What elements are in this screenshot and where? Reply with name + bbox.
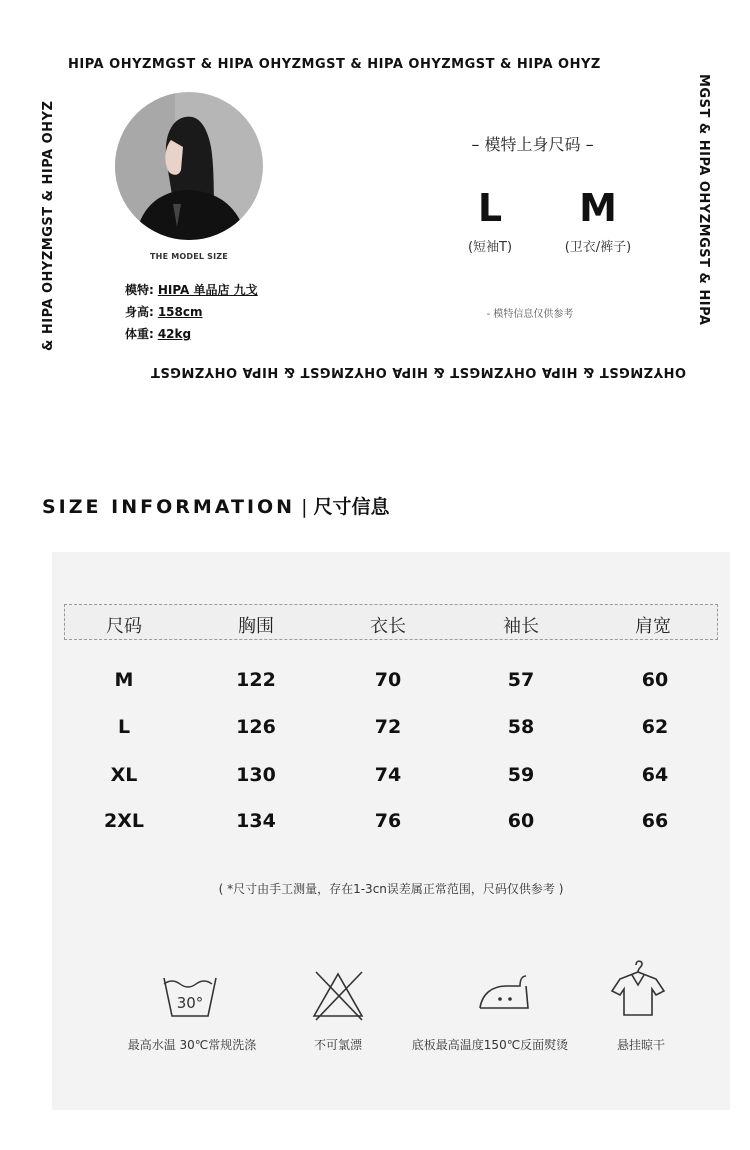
ring-text-bottom: OHYZMGST & HIPA OHYZMGST & HIPA OHYZMGST & HIPA OHYZMGST [150, 364, 686, 379]
model-info-name: 模特: HIPA 单品店 九戈 [125, 283, 258, 297]
header-length: 衣长 [370, 616, 406, 637]
table-cell: 72 [374, 716, 402, 738]
header-size: 尺码 [106, 616, 142, 637]
table-cell: 58 [507, 716, 535, 738]
model-note: - 模特信息仅供参考 [486, 309, 574, 320]
section-title-separator: | [301, 496, 308, 518]
size-note: ( *尺寸由手工测量，存在1-3cn误差属正常范围，尺码仅供参考 ) [218, 882, 564, 896]
model-size-caption: THE MODEL SIZE [150, 252, 228, 261]
table-cell: 74 [374, 764, 402, 786]
table-cell: 60 [507, 810, 535, 832]
section-title-en: SIZE INFORMATION [42, 496, 296, 518]
fit-size-tshirt: L [477, 186, 503, 230]
care-label-hang: 悬挂晾干 [616, 1038, 665, 1052]
table-cell: 122 [236, 669, 276, 691]
wash-temp-text: 30° [176, 994, 204, 1012]
fit-desc-hoodie: (卫衣/裤子) [564, 240, 632, 255]
ring-text-top: HIPA OHYZMGST & HIPA OHYZMGST & HIPA OHYZMGST & HIPA OHYZ [68, 57, 601, 72]
iron-icon [476, 970, 532, 1020]
table-cell: L [117, 716, 131, 738]
no-bleach-icon [310, 968, 366, 1026]
table-cell: 126 [236, 716, 276, 738]
model-info-height: 身高: 158cm [125, 305, 203, 319]
ring-text-left: & HIPA OHYZMGST & HIPA OHYZ [41, 100, 56, 351]
table-cell: 60 [641, 669, 669, 691]
header-shoulder: 肩宽 [635, 616, 671, 637]
care-label-iron: 底板最高温度150℃反面熨烫 [411, 1038, 569, 1052]
model-photo [115, 92, 263, 240]
ring-text-right: MGST & HIPA OHYZMGST & HIPA [696, 74, 710, 326]
table-cell: 59 [507, 764, 535, 786]
fit-desc-tshirt: (短袖T) [467, 240, 513, 255]
header-chest: 胸围 [238, 616, 274, 637]
table-cell: XL [110, 764, 138, 786]
wash-30-icon [160, 970, 220, 1026]
table-cell: 66 [641, 810, 669, 832]
model-info-weight: 体重: 42kg [125, 327, 192, 341]
hang-dry-icon [606, 955, 670, 1023]
section-title-cn: 尺寸信息 [313, 496, 390, 518]
table-cell: 57 [507, 669, 535, 691]
table-cell: 62 [641, 716, 669, 738]
table-cell: 134 [236, 810, 276, 832]
section-title [42, 492, 390, 519]
table-cell: 64 [641, 764, 669, 786]
table-cell: M [114, 669, 134, 691]
care-label-bleach: 不可氯漂 [313, 1038, 362, 1052]
table-cell: 2XL [104, 810, 144, 832]
care-label-wash: 最高水温 30℃常规洗涤 [127, 1038, 257, 1052]
model-fit-heading: – 模特上身尺码 – [471, 135, 594, 154]
table-cell: 130 [236, 764, 276, 786]
table-cell: 70 [374, 669, 402, 691]
table-cell: 76 [374, 810, 402, 832]
header-sleeve: 袖长 [503, 616, 539, 637]
fit-size-hoodie: M [579, 186, 617, 230]
